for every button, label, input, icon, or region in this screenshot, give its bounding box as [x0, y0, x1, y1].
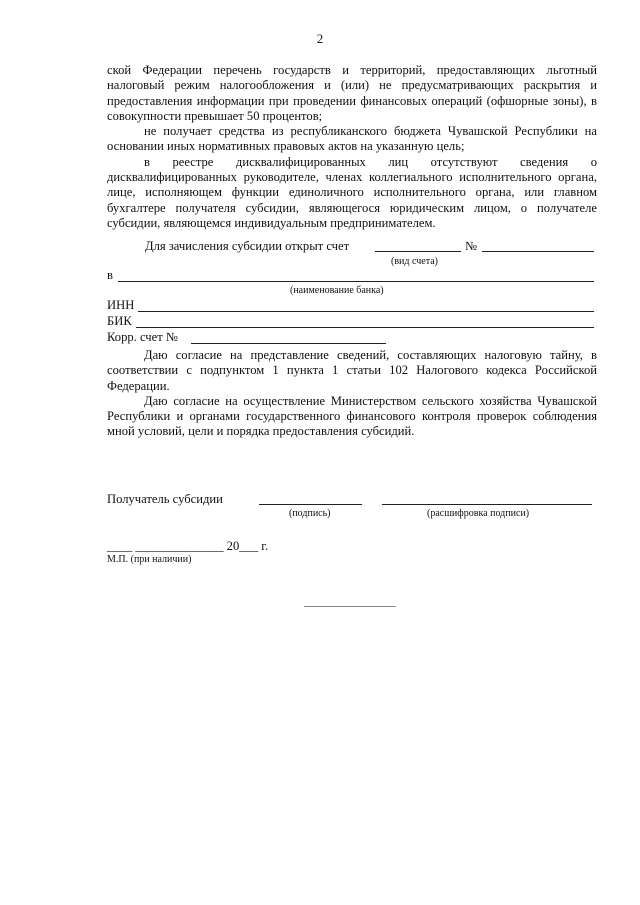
account-type-field[interactable] [375, 251, 461, 252]
bik-label: БИК [107, 314, 132, 328]
consent-tax-secret: Даю согласие на представление сведений, составляющих налоговую тайну, в соответствии с подпунктом 1 пункта 1 статьи 102 Налогового кодекса Российской Федерации. [107, 348, 597, 393]
conditions-text [107, 63, 597, 231]
account-number-field[interactable] [482, 251, 594, 252]
signature-decoding-caption: (расшифровка подписи) [427, 508, 530, 519]
inn-label: ИНН [107, 298, 135, 312]
bank-name-field[interactable] [118, 281, 594, 282]
paragraph-no-budget-funds: не получает средства из республиканского бюджета Чувашской Республики на основании иных нормативных правовых актов на указанную цель; [107, 124, 597, 154]
signature-field[interactable] [259, 504, 362, 505]
recipient-label: Получатель субсидии [107, 492, 223, 506]
account-number-sign: № [465, 239, 478, 253]
account-type-caption: (вид счета) [391, 256, 438, 267]
consents-text [107, 348, 597, 440]
page-number: 2 [316, 31, 324, 46]
bank-name-caption: (наименование банка) [290, 285, 384, 296]
corr-account-label: Корр. счет № [107, 330, 178, 344]
end-separator [304, 606, 396, 607]
stamp-label: М.П. (при наличии) [107, 554, 192, 565]
signature-caption: (подпись) [289, 508, 331, 519]
paragraph-offshore: ской Федерации перечень государств и территорий, предоставляющих льготный налоговый режим налогообложения и (или) не предусматривающих раскрытия и предоставления информации при проведении финансовых операций (офшорные зоны), в совокупности превышает 50 процентов; [107, 63, 597, 123]
inn-field[interactable] [138, 311, 594, 312]
corr-account-field[interactable] [191, 343, 386, 344]
paragraph-disqualified-registry: в реестре дисквалифицированных лиц отсутствуют сведения о дисквалифицированных руководителе, членах коллегиального исполнительного органа, лице, исполняющем функции единоличного исполнительного органа, или главном бухгалтере получателя субсидии, являющегося юридическим лицом, о получателе субсидии, являющемся индивидуальным предпринимателем. [107, 154, 597, 230]
date-line: ____ ______________ 20___ г. [107, 539, 269, 553]
signature-decoding-field[interactable] [382, 504, 592, 505]
bank-in-label: в [107, 268, 113, 282]
account-opened-label: Для зачисления субсидии открыт счет [145, 239, 350, 253]
consent-inspection: Даю согласие на осуществление Министерством сельского хозяйства Чувашской Республики и органами государственного финансового контроля проверок соблюдения мной условий, цели и порядка предоставления субсидий. [107, 393, 597, 439]
bik-field[interactable] [136, 327, 594, 328]
